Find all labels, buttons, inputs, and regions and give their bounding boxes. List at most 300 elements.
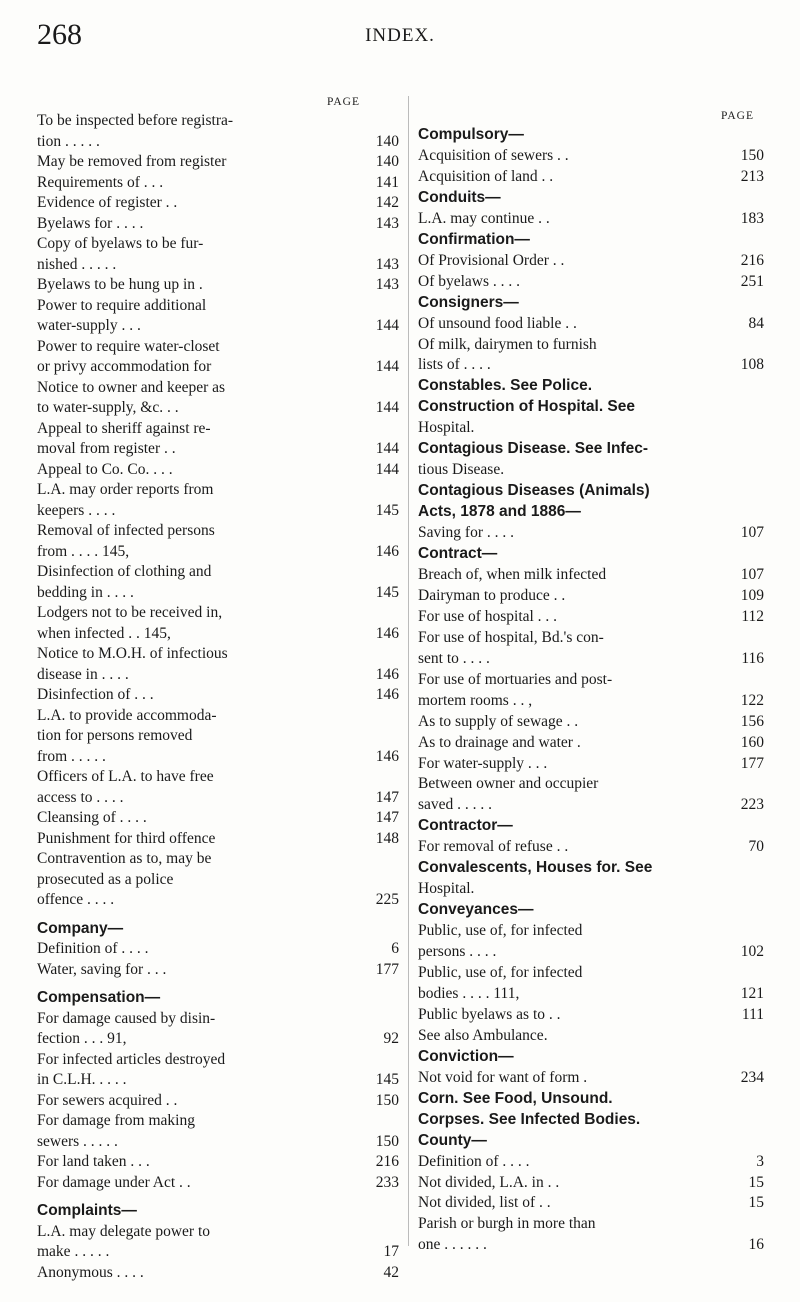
entry-text: Conviction—: [418, 1047, 514, 1065]
entry-page: 144: [375, 440, 399, 457]
entry-text: access to . . . .: [37, 788, 124, 806]
entry-page: 15: [748, 1194, 764, 1212]
index-entry: [37, 172, 399, 193]
entry-text: Byelaws to be hung up in .: [37, 276, 203, 293]
index-heading: [37, 1200, 399, 1221]
index-entry: [418, 962, 764, 983]
entry-page: [760, 396, 764, 417]
index-entry: [37, 1069, 399, 1090]
index-heading: [418, 480, 764, 501]
entry-page: [760, 417, 764, 438]
entry-page: 17: [383, 1243, 399, 1260]
entry-page: 146: [375, 747, 399, 765]
entry-text: Notice to owner and keeper as: [37, 378, 226, 396]
entry-page: 146: [375, 665, 399, 683]
entry-page: 140: [375, 132, 399, 150]
entry-page: [395, 918, 399, 939]
index-entry: [418, 585, 764, 606]
entry-page: [760, 292, 764, 313]
entry-text: Parish or burgh in more than: [418, 1215, 596, 1233]
index-entry: [37, 1028, 399, 1049]
index-entry: [37, 1221, 399, 1242]
entry-text: Removal of infected persons: [37, 522, 215, 539]
index-entry: [37, 684, 399, 705]
index-entry: [37, 1241, 399, 1262]
entry-page: [395, 520, 399, 541]
index-entry: [418, 773, 764, 794]
entry-page: 116: [741, 649, 764, 667]
entry-text: water-supply . . .: [37, 317, 141, 334]
entry-text: Construction of Hospital. See: [418, 398, 636, 416]
entry-page: [760, 773, 764, 794]
index-entry: [418, 753, 764, 774]
index-entry: [37, 213, 399, 234]
entry-text: Conduits—: [418, 188, 501, 206]
entry-page: [395, 602, 399, 623]
index-entry: [418, 606, 764, 627]
entry-text: Conveyances—: [418, 901, 534, 919]
index-entry: [37, 1008, 399, 1029]
entry-page: 145: [375, 1071, 399, 1088]
index-entry: [418, 732, 764, 753]
entry-page: [760, 1213, 764, 1234]
entry-page: 141: [375, 173, 399, 191]
entry-text: For infected articles destroyed: [37, 1050, 226, 1068]
entry-text: fection . . . 91,: [37, 1030, 127, 1047]
index-heading: [418, 438, 764, 459]
entry-text: tious Disease.: [418, 461, 505, 479]
entry-page: 143: [375, 255, 399, 273]
entry-text: Public, use of, for infected: [418, 964, 583, 981]
entry-text: or privy accommodation for: [37, 358, 212, 375]
entry-text: Acquisition of sewers . .: [418, 146, 569, 164]
entry-text: May be removed from register: [37, 153, 227, 170]
entry-text: Anonymous . . . .: [37, 1263, 144, 1281]
entry-text: Contagious Diseases (Animals): [418, 482, 650, 500]
index-entry: [418, 711, 764, 732]
entry-page: [760, 543, 764, 564]
entry-text: Appeal to sheriff against re-: [37, 419, 211, 437]
entry-page: 177: [740, 754, 764, 772]
entry-page: [760, 501, 764, 522]
entry-page: 216: [740, 251, 764, 269]
index-entry: [37, 1131, 399, 1152]
index-entry: [37, 1049, 399, 1070]
index-heading: [418, 229, 764, 250]
index-entry: [37, 623, 399, 644]
entry-page: [760, 1130, 764, 1151]
index-entry: [37, 418, 399, 439]
entry-page: [395, 705, 399, 726]
entry-text: Cleansing of . . . .: [37, 809, 147, 826]
entry-page: [760, 899, 764, 920]
entry-page: 109: [740, 586, 764, 604]
entry-page: [760, 1109, 764, 1130]
entry-text: Between owner and occupier: [418, 775, 599, 793]
index-entry: [418, 1004, 764, 1025]
entry-text: lists of . . . .: [418, 356, 491, 374]
entry-page: 213: [740, 167, 764, 185]
entry-page: 84: [748, 314, 764, 332]
index-entry: [37, 705, 399, 726]
entry-page: [395, 377, 399, 398]
index-entry: [37, 766, 399, 787]
entry-text: L.A. to provide accommoda-: [37, 706, 217, 724]
entry-text: bodies . . . . 111,: [418, 984, 520, 1002]
index-entry: [418, 836, 764, 857]
entry-page: [395, 869, 399, 890]
page-title: INDEX.: [365, 25, 435, 46]
entry-page: 3: [756, 1152, 764, 1170]
entry-text: Definition of . . . .: [418, 1152, 530, 1170]
entry-text: County—: [418, 1131, 487, 1149]
index-heading: [418, 396, 764, 417]
entry-page: 223: [740, 796, 764, 814]
index-entry: [418, 878, 764, 899]
index-heading: [418, 857, 764, 878]
entry-page: 147: [375, 809, 399, 826]
index-entry: [37, 520, 399, 541]
entry-text: from . . . . .: [37, 747, 106, 765]
index-entry: [418, 669, 764, 690]
index-entry: [37, 602, 399, 623]
index-entry: [418, 459, 764, 480]
entry-page: 112: [741, 607, 764, 625]
entry-text: Not divided, list of . .: [418, 1194, 551, 1212]
index-entry: [418, 627, 764, 648]
entry-text: Of unsound food liable . .: [418, 314, 577, 332]
index-entry: [37, 356, 399, 377]
entry-text: one . . . . . .: [418, 1236, 487, 1254]
index-entry: [37, 254, 399, 275]
entry-page: 146: [375, 542, 399, 560]
entry-text: offence . . . .: [37, 891, 115, 908]
entry-text: moval from register . .: [37, 440, 176, 457]
entry-page: 143: [375, 214, 399, 232]
page-number: 268: [37, 18, 82, 51]
entry-text: Saving for . . . .: [418, 524, 515, 542]
entry-text: Evidence of register . .: [37, 194, 178, 211]
entry-text: See also Ambulance.: [418, 1026, 548, 1044]
entry-text: Convalescents, Houses for. See: [418, 859, 653, 877]
index-entry: [37, 869, 399, 890]
entry-page: [395, 233, 399, 254]
entry-page: [395, 1200, 399, 1221]
index-entry: [37, 233, 399, 254]
index-entry: [418, 313, 764, 334]
entry-text: prosecuted as a police: [37, 870, 174, 888]
index-heading: [418, 1109, 764, 1130]
entry-page: 147: [375, 788, 399, 806]
index-heading: [418, 543, 764, 564]
entry-text: Lodgers not to be received in,: [37, 604, 223, 621]
index-entry: [37, 746, 399, 767]
entry-text: For use of hospital . . .: [418, 607, 558, 625]
entry-page: [760, 1046, 764, 1067]
entry-text: Water, saving for . . .: [37, 960, 167, 978]
entry-page: [760, 480, 764, 501]
column-divider: [408, 96, 409, 1246]
index-entry: [37, 459, 399, 480]
index-entry: [37, 397, 399, 418]
index-entry: [37, 295, 399, 316]
index-entry: [37, 664, 399, 685]
entry-text: For removal of refuse . .: [418, 838, 569, 856]
entry-text: For water-supply . . .: [418, 754, 548, 772]
index-entry: [418, 250, 764, 271]
entry-text: Compensation—: [37, 989, 161, 1006]
entry-page: 92: [383, 1030, 399, 1047]
entry-text: Contract—: [418, 545, 498, 562]
index-entry: [37, 938, 399, 959]
entry-page: 148: [375, 829, 399, 847]
index-entry: [37, 377, 399, 398]
entry-text: Contractor—: [418, 817, 513, 835]
entry-page: [395, 1008, 399, 1029]
entry-page: [395, 561, 399, 582]
entry-text: To be inspected before registra-: [37, 112, 234, 129]
entry-text: Power to require additional: [37, 296, 207, 314]
entry-page: 251: [740, 272, 764, 290]
entry-text: persons . . . .: [418, 943, 497, 961]
index-entry: [37, 889, 399, 910]
entry-page: 145: [375, 501, 399, 519]
entry-page: 150: [375, 1091, 399, 1109]
index-entry: [37, 1262, 399, 1283]
index-entry: [37, 1151, 399, 1172]
index-heading: [418, 815, 764, 836]
entry-page: 144: [375, 460, 399, 478]
entry-text: tion . . . . .: [37, 132, 100, 150]
entry-page: 150: [740, 146, 764, 164]
index-heading: [418, 899, 764, 920]
entry-text: As to drainage and water .: [418, 733, 581, 751]
index-entry: [37, 151, 399, 172]
entry-page: 177: [375, 960, 399, 978]
entry-page: [760, 124, 764, 145]
entry-text: Notice to M.O.H. of infectious: [37, 645, 228, 662]
entry-text: Corn. See Food, Unsound.: [418, 1089, 613, 1107]
entry-text: Public byelaws as to . .: [418, 1005, 561, 1023]
entry-text: saved . . . . .: [418, 796, 493, 814]
entry-text: Disinfection of clothing and: [37, 563, 212, 580]
entry-text: to water-supply, &c. . .: [37, 399, 179, 416]
entry-text: Officers of L.A. to have free: [37, 768, 214, 785]
entry-page: 216: [375, 1153, 399, 1170]
entry-page: 140: [375, 153, 399, 170]
entry-page: 234: [740, 1068, 764, 1086]
entry-page: [395, 1110, 399, 1131]
entry-text: As to supply of sewage . .: [418, 712, 579, 730]
index-entry: [37, 1172, 399, 1193]
entry-page: 146: [375, 686, 399, 703]
entry-text: Corpses. See Infected Bodies.: [418, 1110, 641, 1128]
index-entry: [418, 271, 764, 292]
index-entry: [37, 336, 399, 357]
entry-page: 146: [375, 624, 399, 642]
entry-page: 143: [375, 276, 399, 293]
index-entry: [418, 1213, 764, 1234]
index-heading: [418, 1088, 764, 1109]
entry-page: [395, 336, 399, 357]
entry-text: Requirements of . . .: [37, 173, 164, 191]
entry-page: 15: [748, 1173, 764, 1191]
entry-text: L.A. may delegate power to: [37, 1222, 211, 1240]
entry-page: [760, 878, 764, 899]
entry-text: when infected . . 145,: [37, 624, 171, 642]
index-entry: [418, 417, 764, 438]
entry-page: [760, 1025, 764, 1046]
index-entry: [37, 541, 399, 562]
entry-text: tion for persons removed: [37, 727, 193, 744]
entry-page: 111: [741, 1005, 764, 1023]
index-entry: [37, 787, 399, 808]
index-entry: [418, 1192, 764, 1213]
entry-text: Contravention as to, may be: [37, 850, 212, 867]
entry-page: [760, 459, 764, 480]
index-heading: [418, 187, 764, 208]
index-entry: [37, 725, 399, 746]
entry-text: Definition of . . . .: [37, 940, 149, 957]
entry-text: Public, use of, for infected: [418, 922, 583, 940]
entry-page: [760, 920, 764, 941]
index-entry: [418, 145, 764, 166]
index-heading: [418, 124, 764, 145]
index-entry: [37, 959, 399, 980]
entry-text: sewers . . . . .: [37, 1132, 118, 1150]
entry-page: 225: [375, 891, 399, 908]
entry-text: Acquisition of land . .: [418, 167, 554, 185]
entry-page: [395, 479, 399, 500]
entry-page: 144: [375, 399, 399, 416]
entry-text: L.A. may continue . .: [418, 209, 550, 227]
index-entry: [418, 334, 764, 355]
entry-page: 16: [748, 1236, 764, 1254]
left-page-label: PAGE: [327, 96, 360, 108]
entry-text: For damage under Act . .: [37, 1173, 191, 1191]
entry-text: L.A. may order reports from: [37, 481, 214, 498]
index-entry: [418, 941, 764, 962]
entry-page: [760, 962, 764, 983]
entry-page: [395, 848, 399, 869]
entry-text: For use of mortuaries and post-: [418, 670, 613, 688]
entry-text: Copy of byelaws to be fur-: [37, 235, 204, 252]
entry-text: Not void for want of form .: [418, 1068, 588, 1086]
entry-page: 122: [740, 691, 764, 709]
entry-text: disease in . . . .: [37, 665, 129, 683]
entry-page: 156: [740, 712, 764, 730]
entry-page: [395, 295, 399, 316]
index-entry: [37, 807, 399, 828]
entry-page: [760, 1088, 764, 1109]
index-heading: [418, 1046, 764, 1067]
entry-text: For sewers acquired . .: [37, 1091, 178, 1109]
index-entry: [418, 1234, 764, 1255]
entry-text: Appeal to Co. Co. . . .: [37, 460, 173, 478]
index-entry: [37, 848, 399, 869]
index-entry: [418, 1151, 764, 1172]
entry-page: 70: [748, 838, 764, 856]
index-entry: [37, 274, 399, 295]
entry-page: 42: [383, 1263, 399, 1281]
index-entry: [37, 131, 399, 152]
entry-page: [760, 627, 764, 648]
entry-text: Dairyman to produce . .: [418, 586, 566, 604]
entry-text: bedding in . . . .: [37, 583, 134, 601]
index-entry: [37, 582, 399, 603]
index-entry: [37, 110, 399, 131]
entry-page: [395, 725, 399, 746]
index-entry: [37, 643, 399, 664]
index-entry: [418, 690, 764, 711]
entry-text: nished . . . . .: [37, 255, 117, 273]
entry-text: Hospital.: [418, 419, 475, 437]
index-entry: [418, 564, 764, 585]
entry-text: For land taken . . .: [37, 1153, 150, 1170]
entry-page: [760, 438, 764, 459]
index-entry: [37, 192, 399, 213]
entry-page: 108: [740, 356, 764, 374]
entry-text: Confirmation—: [418, 230, 530, 248]
entry-text: mortem rooms . . ,: [418, 691, 533, 709]
entry-page: 107: [740, 524, 764, 542]
entry-text: Not divided, L.A. in . .: [418, 1173, 560, 1191]
entry-text: For damage from making: [37, 1112, 195, 1129]
entry-page: [395, 110, 399, 131]
index-entry: [418, 1025, 764, 1046]
entry-page: 144: [375, 317, 399, 334]
entry-text: Of byelaws . . . .: [418, 272, 521, 290]
index-entry: [37, 315, 399, 336]
entry-page: [760, 669, 764, 690]
entry-page: [760, 857, 764, 878]
index-entry: [37, 479, 399, 500]
entry-text: in C.L.H. . . . .: [37, 1071, 127, 1088]
index-entry: [418, 166, 764, 187]
entry-text: Byelaws for . . . .: [37, 214, 144, 232]
entry-page: 102: [740, 943, 764, 961]
entry-page: [760, 375, 764, 396]
index-entry: [37, 828, 399, 849]
entry-text: Of milk, dairymen to furnish: [418, 335, 597, 353]
index-entry: [418, 648, 764, 669]
entry-text: Complaints—: [37, 1202, 137, 1219]
index-entry: [418, 1172, 764, 1193]
entry-page: [395, 1049, 399, 1070]
index-entry: [418, 920, 764, 941]
index-entry: [418, 794, 764, 815]
right-page-label: PAGE: [721, 110, 754, 122]
entry-text: Of Provisional Order . .: [418, 251, 565, 269]
entry-page: 6: [391, 940, 399, 957]
entry-page: [760, 187, 764, 208]
index-heading: [418, 292, 764, 313]
entry-text: keepers . . . .: [37, 501, 116, 519]
entry-page: [760, 815, 764, 836]
entry-text: Hospital.: [418, 880, 475, 898]
index-entry: [418, 1067, 764, 1088]
index-entry: [37, 561, 399, 582]
entry-text: Power to require water-closet: [37, 337, 220, 355]
entry-page: 233: [375, 1173, 399, 1191]
index-entry: [37, 1110, 399, 1131]
entry-page: 150: [375, 1132, 399, 1150]
index-entry: [418, 208, 764, 229]
entry-text: For use of hospital, Bd.'s con-: [418, 628, 604, 646]
entry-page: 183: [740, 209, 764, 227]
entry-page: [395, 418, 399, 439]
entry-text: Acts, 1878 and 1886—: [418, 503, 581, 521]
